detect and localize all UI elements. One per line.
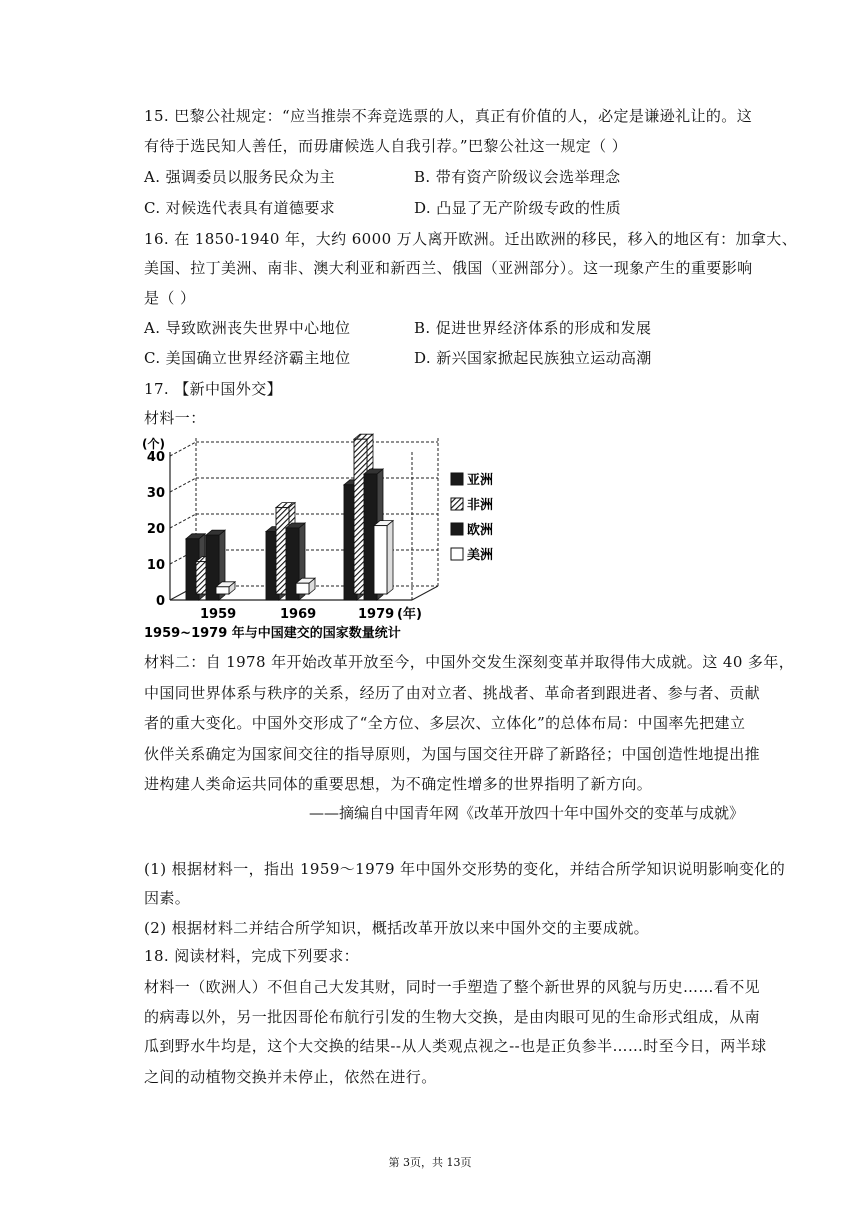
q17-subquestion1-line2: 因素。 (144, 889, 191, 907)
q18-material-line3: 瓜到野水牛均是，这个大交换的结果--从人类观点视之--也是正负参半……时至今日，两半球 (144, 1037, 767, 1055)
q16-stem-line2: 美国、拉丁美洲、南非、澳大利亚和新西兰、俄国（亚洲部分）。这一现象产生的重要影响 (144, 259, 753, 277)
legend-label: 美洲 (467, 548, 494, 563)
y-axis-label: (个) (142, 437, 165, 451)
y-tick-label: 30 (146, 486, 165, 501)
q17-source-citation: ——摘编自中国青年网《改革开放四十年中国外交的变革与成就》 (308, 804, 744, 822)
legend-label: 欧洲 (467, 523, 494, 538)
q15-option-a: A. 强调委员以服务民众为主 (144, 168, 335, 186)
q16-stem-line3: 是（ ） (144, 289, 196, 307)
q18-heading: 18. 阅读材料，完成下列要求： (144, 947, 360, 965)
legend-swatch (451, 498, 463, 510)
legend-label: 非洲 (467, 498, 494, 513)
y-tick-label: 0 (155, 594, 165, 609)
q17-subquestion1-line1: (1) 根据材料一，指出 1959～1979 年中国外交形势的变化，并结合所学知识说明影响变化的 (144, 860, 786, 878)
y-tick-label: 10 (146, 558, 165, 573)
q17-material1-label: 材料一： (144, 409, 206, 427)
q15-stem-line1: 15. 巴黎公社规定：“应当推崇不奔竞选票的人，真正有价值的人，必定是谦逊礼让的。这 (144, 107, 753, 125)
q16-option-d: D. 新兴国家掀起民族独立运动高潮 (414, 349, 652, 367)
q17-material2-line5: 进构建人类命运共同体的重要思想，为不确定性增多的世界指明了新方向。 (144, 775, 653, 793)
chart-legend (451, 473, 493, 563)
q18-material-line2: 的病毒以外，另一批因哥伦布航行引发的生物大交换，是由肉眼可见的生命形式组成，从南 (144, 1008, 761, 1026)
bar-side (387, 521, 393, 594)
q17-heading: 17. 【新中国外交】 (144, 380, 283, 398)
q15-option-b: B. 带有资产阶级议会选举理念 (414, 168, 621, 186)
q17-material2-line2: 中国同世界体系与秩序的关系，经历了由对立者、挑战者、革命者到跟进者、参与者、贡献 (144, 684, 761, 702)
x-tick-label: 1969 (280, 607, 317, 622)
legend-swatch (451, 548, 463, 560)
q17-material2-line3: 者的重大变化。中国外交形成了“全方位、多层次、立体化”的总体布局：中国率先把建立 (144, 714, 746, 732)
legend-label: 亚洲 (467, 473, 494, 488)
q15-stem-line2: 有待于选民知人善任，而毋庸候选人自我引荐。”巴黎公社这一规定（ ） (144, 137, 628, 155)
q17-subquestion2: (2) 根据材料二并结合所学知识，概括改革开放以来中国外交的主要成就。 (144, 919, 650, 937)
legend-swatch (451, 473, 463, 485)
country-count-bar-chart (140, 434, 494, 646)
grid-depth-20 (170, 514, 196, 528)
x-tick-label: 1959 (200, 607, 237, 622)
q18-material-line1: 材料一（欧洲人）不但自己大发其财，同时一手塑造了整个新世界的风貌与历史……看不见 (144, 978, 761, 996)
x-axis-label: (年) (397, 607, 422, 622)
q17-material2-line4: 伙伴关系确定为国家间交往的指导原则，为国与国交往开辟了新路径；中国创造性地提出推 (144, 745, 761, 763)
chart-bars (186, 434, 393, 600)
bar-美洲-1969 (296, 583, 309, 594)
floor-depth-right (412, 586, 438, 600)
q17-material2-line1: 材料二：自 1978 年开始改革开放至今，中国外交发生深刻变革并取得伟大成就。这 40 多年， (144, 653, 795, 671)
grid-depth-30 (170, 478, 196, 492)
bar-美洲-1979 (374, 526, 387, 594)
q16-option-a: A. 导致欧洲丧失世界中心地位 (144, 319, 351, 337)
x-tick-label: 1979 (358, 607, 395, 622)
page-footer: 第 3页，共 13页 (388, 1156, 472, 1169)
q16-stem-line1: 16. 在 1850-1940 年，大约 6000 万人离开欧洲。迁出欧洲的移民，移入的地区有：加拿大、 (144, 230, 798, 248)
q16-option-c: C. 美国确立世界经济霸主地位 (144, 349, 351, 367)
bar-美洲-1959 (216, 587, 229, 594)
q15-option-c: C. 对候选代表具有道德要求 (144, 199, 336, 217)
q18-material-line4: 之间的动植物交换并未停止，依然在进行。 (144, 1068, 437, 1086)
grid-depth-40 (170, 442, 196, 456)
q15-option-d: D. 凸显了无产阶级专政的性质 (414, 199, 622, 217)
chart-title: 1959~1979 年与中国建交的国家数量统计 (144, 626, 401, 641)
y-tick-label: 40 (146, 450, 165, 465)
y-tick-label: 20 (146, 522, 165, 537)
legend-swatch (451, 523, 463, 535)
q16-option-b: B. 促进世界经济体系的形成和发展 (414, 319, 652, 337)
